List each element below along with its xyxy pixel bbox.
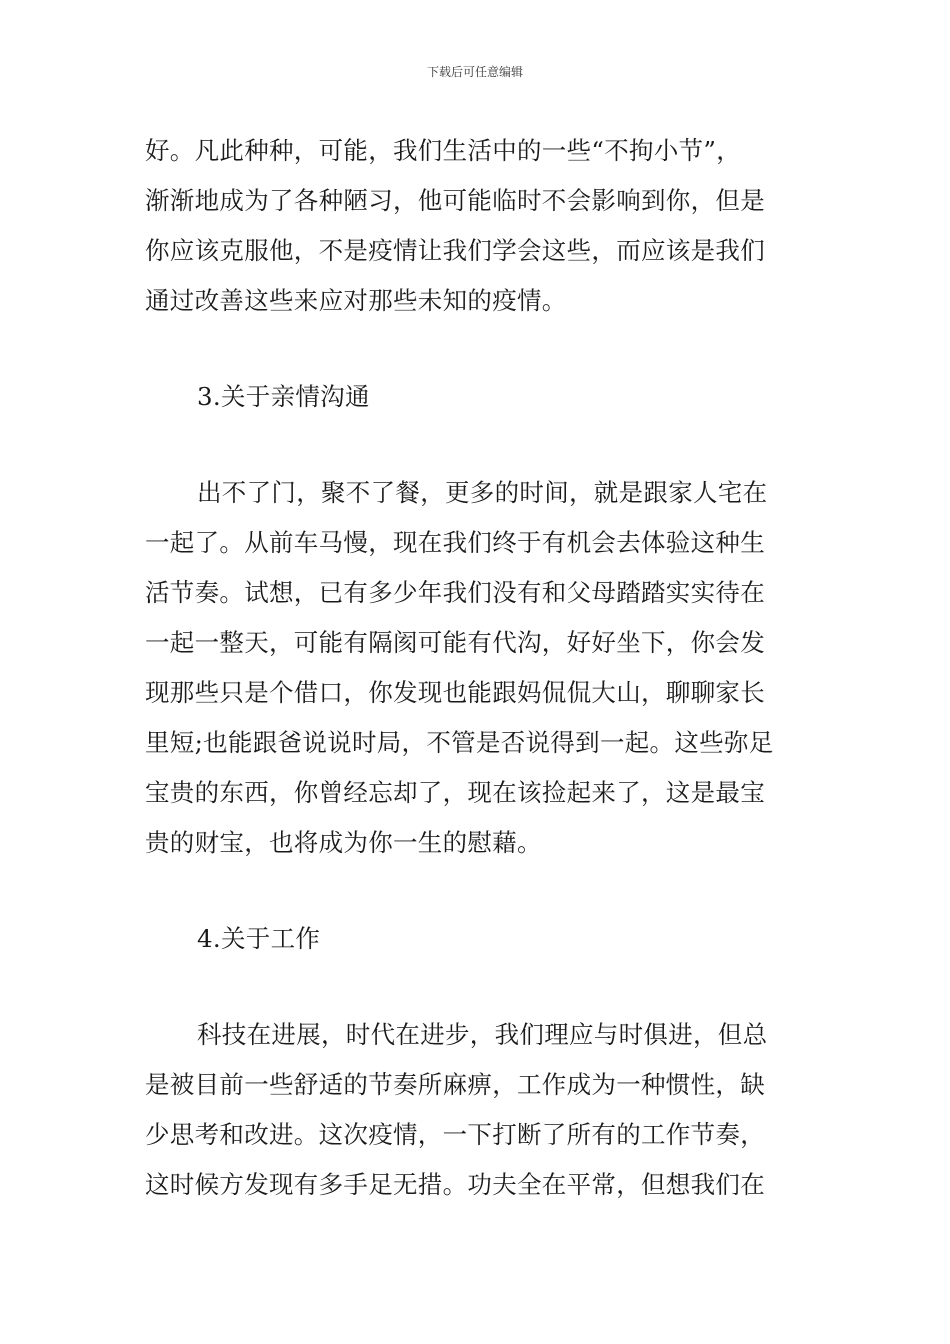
paragraph-work bbox=[145, 1010, 810, 1210]
text-line: 一起了。从前车马慢，现在我们终于有机会去体验这种生 bbox=[145, 528, 765, 557]
section-heading-work: 4.关于工作 bbox=[197, 924, 321, 953]
document-body bbox=[145, 126, 810, 1210]
text-line: 渐渐地成为了各种陋习，他可能临时不会影响到你，但是 bbox=[145, 186, 765, 215]
section-heading-family: 3.关于亲情沟通 bbox=[197, 382, 370, 411]
paragraph-family bbox=[145, 468, 810, 868]
paragraph-gap bbox=[145, 422, 810, 468]
page-header: 下载后可任意编辑 bbox=[426, 65, 523, 79]
paragraph-habits bbox=[145, 126, 810, 326]
text-line: 好。凡此种种，可能，我们生活中的一些“不拘小节”， bbox=[145, 136, 742, 165]
text-line: 里短;也能跟爸说说时局，不管是否说得到一起。这些弥足 bbox=[145, 728, 774, 757]
text-line: 宝贵的东西，你曾经忘却了，现在该捡起来了，这是最宝 bbox=[145, 778, 765, 807]
text-line: 是被目前一些舒适的节奏所麻痹，工作成为一种惯性，缺 bbox=[145, 1070, 765, 1099]
text-line: 一起一整天，可能有隔阂可能有代沟，好好坐下，你会发 bbox=[145, 628, 765, 657]
text-line: 出不了门，聚不了餐，更多的时间，就是跟家人宅在 bbox=[197, 478, 768, 507]
paragraph-gap bbox=[145, 326, 810, 372]
text-line: 科技在进展，时代在进步，我们理应与时俱进，但总 bbox=[197, 1020, 768, 1049]
paragraph-gap bbox=[145, 964, 810, 1010]
paragraph-gap bbox=[145, 868, 810, 914]
text-line: 现那些只是个借口，你发现也能跟妈侃侃大山，聊聊家长 bbox=[145, 678, 765, 707]
text-line: 通过改善这些来应对那些未知的疫情。 bbox=[145, 286, 567, 315]
text-line: 贵的财宝，也将成为你一生的慰藉。 bbox=[145, 828, 542, 857]
text-line: 这时候方发现有多手足无措。功夫全在平常，但想我们在 bbox=[145, 1170, 765, 1199]
text-line: 少思考和改进。这次疫情，一下打断了所有的工作节奏， bbox=[145, 1120, 765, 1149]
text-line: 活节奏。试想，已有多少年我们没有和父母踏踏实实待在 bbox=[145, 578, 765, 607]
text-line: 你应该克服他，不是疫情让我们学会这些，而应该是我们 bbox=[145, 236, 765, 265]
